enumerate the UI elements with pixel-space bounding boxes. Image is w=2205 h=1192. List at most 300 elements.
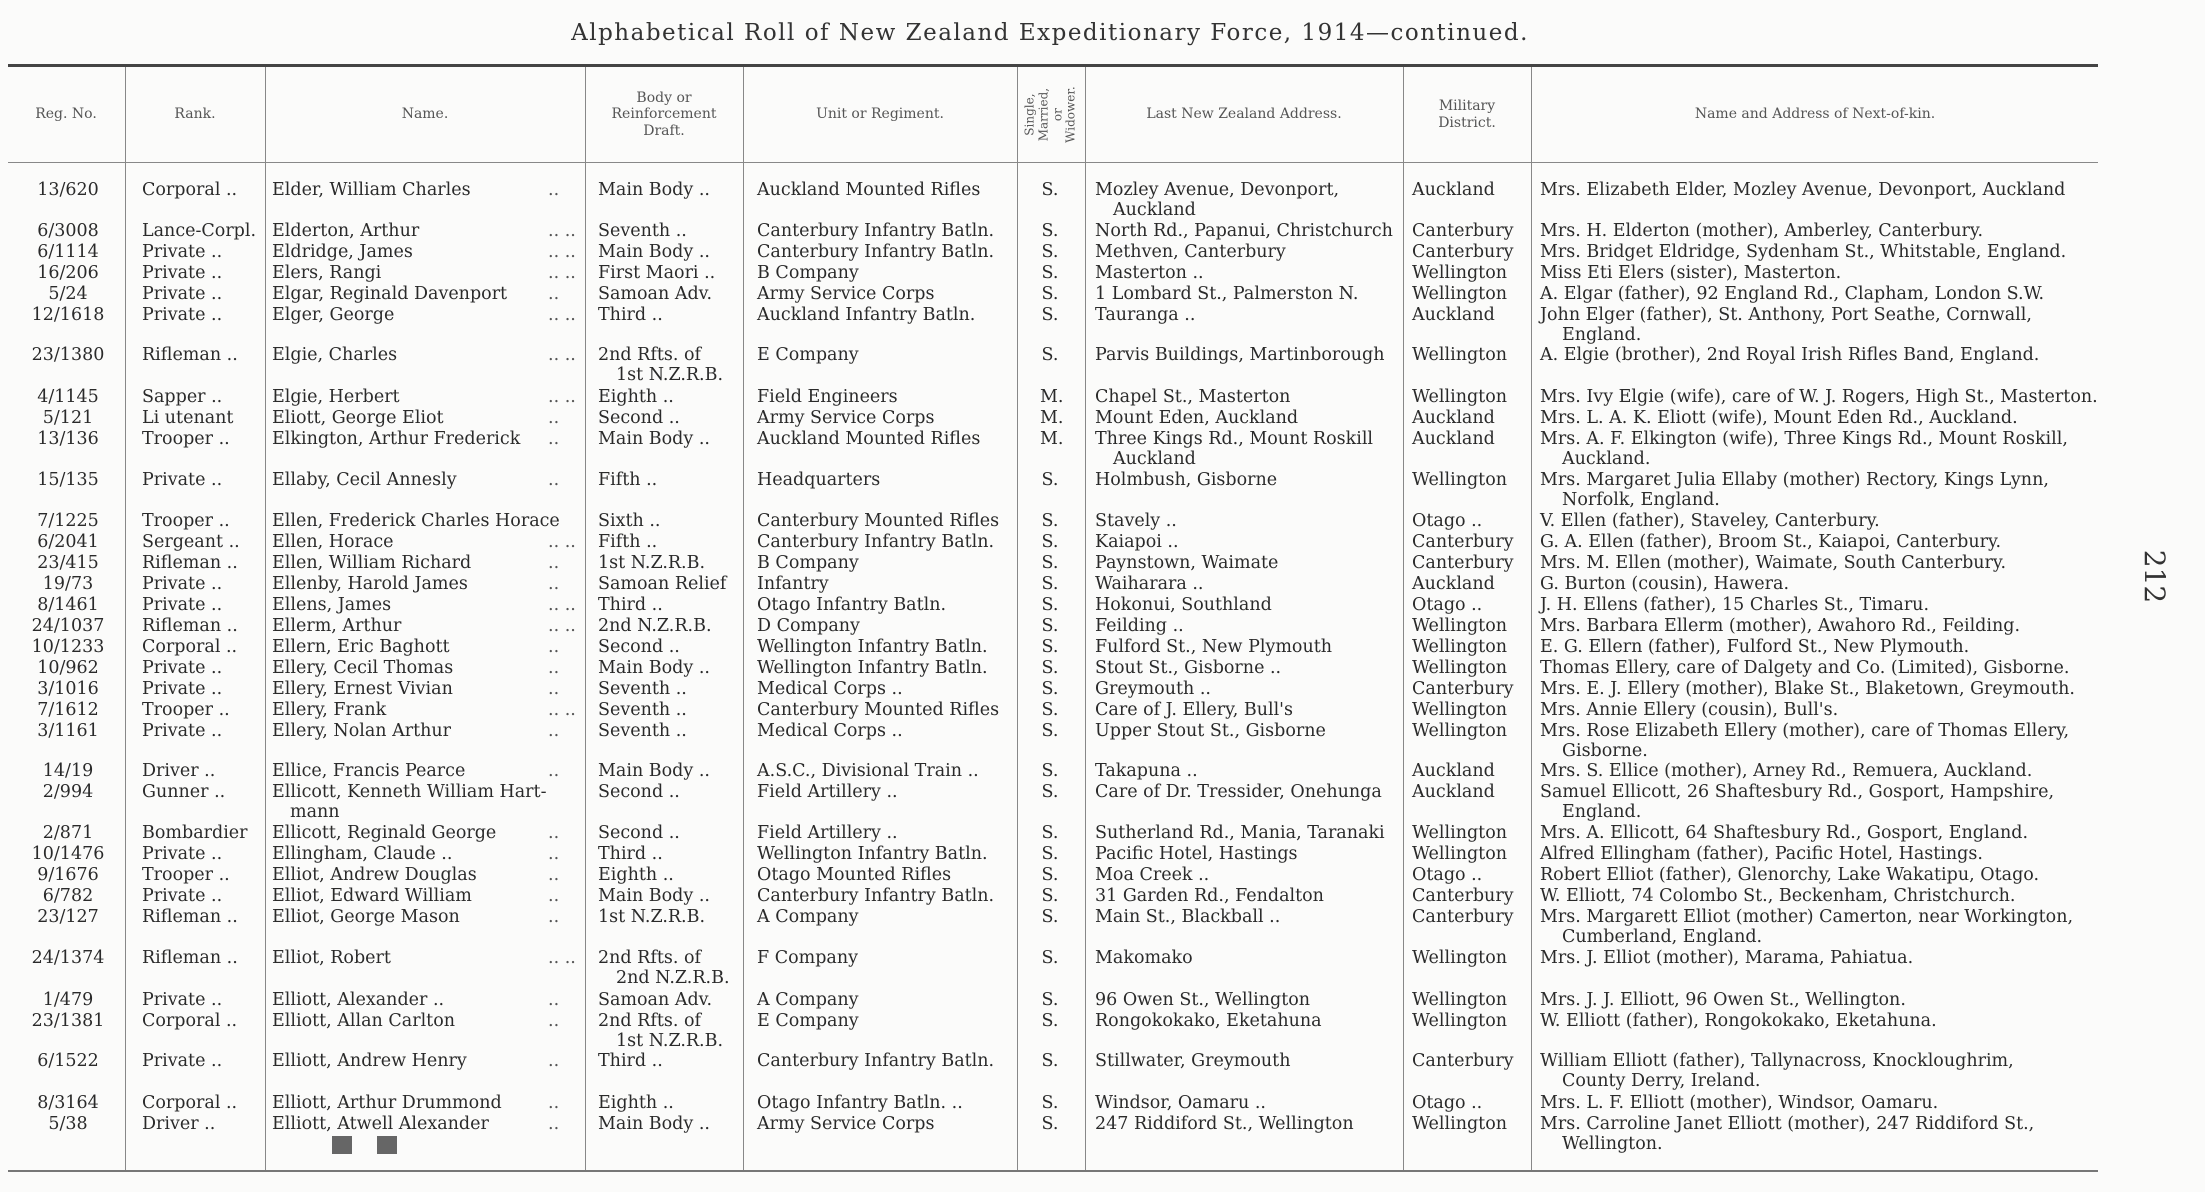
cell-unit: Auckland Mounted Rifles (757, 180, 981, 200)
cell-district: Otago .. (1412, 865, 1483, 885)
leader-dots: .. (548, 1051, 560, 1071)
cell-unit: Medical Corps .. (757, 721, 903, 741)
cell-rank: Rifleman .. (142, 616, 238, 636)
cell-marital-status: S. (1041, 284, 1059, 304)
cell-address: Care of J. Ellery, Bull's (1095, 700, 1293, 720)
cell-reg-no: 6/1114 (37, 242, 99, 262)
cell-address: Methven, Canterbury (1095, 242, 1286, 262)
cell-unit: Auckland Mounted Rifles (757, 429, 981, 449)
cell-next-of-kin: Mrs. J. Elliot (mother), Marama, Pahiatua. (1540, 948, 1914, 968)
cell-body-draft: Second .. (598, 408, 680, 428)
cell-address: Chapel St., Masterton (1095, 387, 1291, 407)
leader-dots: .. .. (548, 263, 576, 283)
leader-dots: .. (548, 907, 560, 927)
cell-body-draft: 1st N.Z.R.B. (598, 907, 706, 927)
cell-next-of-kin: Mrs. E. J. Ellery (mother), Blake St., Blaketown, Greymouth. (1540, 679, 2075, 699)
cell-rank: Private .. (142, 470, 223, 490)
cell-district: Canterbury (1412, 221, 1514, 241)
cell-name: Elliot, Robert (272, 948, 391, 968)
cell-marital-status: S. (1041, 761, 1059, 781)
cell-unit: Field Artillery .. (757, 782, 898, 802)
cell-address: 247 Riddiford St., Wellington (1095, 1114, 1354, 1134)
cell-address: Upper Stout St., Gisborne (1095, 721, 1326, 741)
cell-reg-no: 23/1381 (31, 1011, 105, 1031)
cell-marital-status: S. (1041, 844, 1059, 864)
leader-dots: .. .. (548, 948, 576, 968)
cell-next-of-kin: V. Ellen (father), Staveley, Canterbury. (1540, 511, 1880, 531)
cell-district: Auckland (1412, 429, 1495, 449)
cell-name: Elliot, Andrew Douglas (272, 865, 477, 885)
cell-next-of-kin: Mrs. A. F. Elkington (wife), Three Kings Rd., Mount Roskill, Auckland. (1540, 429, 2068, 469)
cell-body-draft: Fifth .. (598, 532, 658, 552)
cell-next-of-kin: W. Elliott, 74 Colombo St., Beckenham, Christchurch. (1540, 886, 2016, 906)
cell-unit: Field Engineers (757, 387, 898, 407)
cell-unit: Canterbury Infantry Batln. (757, 242, 995, 262)
cell-name: Elger, George (272, 305, 395, 325)
leader-dots: .. .. (548, 305, 576, 325)
cell-body-draft: Third .. (598, 305, 663, 325)
leader-dots: .. (548, 865, 560, 885)
cell-district: Wellington (1412, 823, 1508, 843)
cell-marital-status: S. (1041, 1011, 1059, 1031)
leader-dots: .. (548, 886, 560, 906)
cell-unit: Otago Infantry Batln. .. (757, 1093, 963, 1113)
leader-dots: .. (548, 761, 560, 781)
cell-next-of-kin: Mrs. L. F. Elliott (mother), Windsor, Oamaru. (1540, 1093, 1939, 1113)
cell-address: Stillwater, Greymouth (1095, 1051, 1291, 1071)
cell-name: Elliot, George Mason (272, 907, 460, 927)
cell-address: Paynstown, Waimate (1095, 553, 1279, 573)
cell-marital-status: S. (1041, 263, 1059, 283)
cell-address: Pacific Hotel, Hastings (1095, 844, 1298, 864)
cell-marital-status: M. (1040, 387, 1064, 407)
cell-rank: Private .. (142, 284, 223, 304)
cell-district: Wellington (1412, 263, 1508, 283)
leader-dots: .. (548, 1093, 560, 1113)
cell-reg-no: 13/136 (37, 429, 99, 449)
cell-unit: Medical Corps .. (757, 679, 903, 699)
cell-reg-no: 6/2041 (37, 532, 99, 552)
cell-address: Fulford St., New Plymouth (1095, 637, 1333, 657)
cell-marital-status: S. (1041, 595, 1059, 615)
cell-body-draft: Main Body .. (598, 429, 710, 449)
cell-body-draft: Seventh .. (598, 221, 687, 241)
cell-address: Windsor, Oamaru .. (1095, 1093, 1266, 1113)
cell-body-draft: Main Body .. (598, 242, 710, 262)
leader-dots: .. (548, 1114, 560, 1134)
cell-address: Masterton .. (1095, 263, 1204, 283)
cell-next-of-kin: Mrs. A. Ellicott, 64 Shaftesbury Rd., Gosport, England. (1540, 823, 2029, 843)
cell-unit: Infantry (757, 574, 829, 594)
cell-body-draft: Second .. (598, 782, 680, 802)
cell-address: Hokonui, Southland (1095, 595, 1272, 615)
cell-district: Wellington (1412, 1114, 1508, 1134)
cell-next-of-kin: Miss Eti Elers (sister), Masterton. (1540, 263, 1842, 283)
cell-marital-status: S. (1041, 574, 1059, 594)
cell-rank: Rifleman .. (142, 345, 238, 365)
cell-marital-status: S. (1041, 1114, 1059, 1134)
column-rule (1085, 67, 1086, 1170)
cell-district: Otago .. (1412, 511, 1483, 531)
column-rule (743, 67, 744, 1170)
cell-next-of-kin: Robert Elliot (father), Glenorchy, Lake Wakatipu, Otago. (1540, 865, 2040, 885)
cell-unit: Army Service Corps (757, 1114, 935, 1134)
cell-rank: Private .. (142, 721, 223, 741)
cell-body-draft: Third .. (598, 844, 663, 864)
cell-rank: Sapper .. (142, 387, 223, 407)
cell-unit: Auckland Infantry Batln. (757, 305, 976, 325)
cell-marital-status: S. (1041, 679, 1059, 699)
cell-address: Main St., Blackball .. (1095, 907, 1281, 927)
cell-rank: Corporal .. (142, 180, 238, 200)
cell-marital-status: S. (1041, 948, 1059, 968)
cell-name: Elliott, Andrew Henry (272, 1051, 467, 1071)
cell-next-of-kin: Samuel Ellicott, 26 Shaftesbury Rd., Gosport, Hampshire, England. (1540, 782, 2055, 822)
cell-address: Makomako (1095, 948, 1193, 968)
cell-reg-no: 23/415 (37, 553, 99, 573)
cell-name: Ellaby, Cecil Annesly (272, 470, 457, 490)
cell-unit: Headquarters (757, 470, 881, 490)
cell-body-draft: Main Body .. (598, 180, 710, 200)
cell-body-draft: Main Body .. (598, 1114, 710, 1134)
cell-address: Three Kings Rd., Mount Roskill Auckland (1095, 429, 1374, 469)
cell-district: Wellington (1412, 1011, 1508, 1031)
cell-marital-status: S. (1041, 721, 1059, 741)
cell-marital-status: M. (1040, 429, 1064, 449)
cell-name: Elliott, Arthur Drummond (272, 1093, 502, 1113)
header-next-of-kin: Name and Address of Next-of-kin. (1694, 106, 1936, 123)
cell-name: Elkington, Arthur Frederick (272, 429, 521, 449)
cell-marital-status: S. (1041, 553, 1059, 573)
cell-name: Elder, William Charles (272, 180, 471, 200)
cell-rank: Rifleman .. (142, 553, 238, 573)
leader-dots: .. (548, 180, 560, 200)
header-rank: Rank. (174, 106, 216, 123)
cell-address: Tauranga .. (1095, 305, 1196, 325)
cell-body-draft: Samoan Relief (598, 574, 727, 594)
column-rule (1017, 67, 1018, 1170)
cell-district: Otago .. (1412, 1093, 1483, 1113)
cell-address: Moa Creek .. (1095, 865, 1210, 885)
cell-body-draft: Seventh .. (598, 679, 687, 699)
cell-next-of-kin: E. G. Ellern (father), Fulford St., New Plymouth. (1540, 637, 1970, 657)
cell-reg-no: 4/1145 (37, 387, 99, 407)
cell-reg-no: 10/1476 (31, 844, 105, 864)
header-unit: Unit or Regiment. (816, 106, 944, 123)
cell-reg-no: 1/479 (42, 990, 94, 1010)
leader-dots: .. (548, 990, 560, 1010)
cell-unit: Canterbury Infantry Batln. (757, 532, 995, 552)
cell-name: Elderton, Arthur (272, 221, 420, 241)
cell-next-of-kin: Alfred Ellingham (father), Pacific Hotel, Hastings. (1540, 844, 1983, 864)
cell-marital-status: S. (1041, 1093, 1059, 1113)
cell-marital-status: S. (1041, 990, 1059, 1010)
cell-marital-status: S. (1041, 345, 1059, 365)
cell-rank: Lance-Corpl. (142, 221, 257, 241)
cell-next-of-kin: William Elliott (father), Tallynacross, Knockloughrim, County Derry, Ireland. (1540, 1051, 2014, 1091)
cell-unit: Canterbury Infantry Batln. (757, 886, 995, 906)
column-rule (585, 67, 586, 1170)
cell-address: Kaiapoi .. (1095, 532, 1179, 552)
leader-dots: .. .. (548, 387, 576, 407)
cell-marital-status: S. (1041, 782, 1059, 802)
cell-marital-status: M. (1040, 408, 1064, 428)
cell-marital-status: S. (1041, 305, 1059, 325)
cell-reg-no: 5/121 (42, 408, 94, 428)
cell-next-of-kin: W. Elliott (father), Rongokokako, Eketahuna. (1540, 1011, 1937, 1031)
cell-unit: E Company (757, 345, 859, 365)
leader-dots: .. (548, 284, 560, 304)
leader-dots: .. .. (548, 532, 576, 552)
cell-reg-no: 8/3164 (37, 1093, 99, 1113)
cell-name: Ellery, Nolan Arthur (272, 721, 452, 741)
cell-marital-status: S. (1041, 470, 1059, 490)
leader-dots: .. (548, 844, 560, 864)
cell-name: Ellenby, Harold James (272, 574, 468, 594)
cell-next-of-kin: Mrs. Annie Ellery (cousin), Bull's. (1540, 700, 1839, 720)
cell-name: Ellingham, Claude .. (272, 844, 453, 864)
cell-marital-status: S. (1041, 511, 1059, 531)
cell-district: Canterbury (1412, 532, 1514, 552)
leader-dots: .. .. (548, 221, 576, 241)
cell-district: Wellington (1412, 387, 1508, 407)
cell-address: 31 Garden Rd., Fendalton (1095, 886, 1324, 906)
cell-rank: Trooper .. (142, 511, 230, 531)
cell-name: Elliott, Alexander .. (272, 990, 445, 1010)
cell-reg-no: 5/38 (48, 1114, 88, 1134)
cell-rank: Gunner .. (142, 782, 226, 802)
cell-district: Wellington (1412, 844, 1508, 864)
cell-next-of-kin: A. Elgar (father), 92 England Rd., Clapham, London S.W. (1540, 284, 2045, 304)
cell-marital-status: S. (1041, 658, 1059, 678)
cell-name: Ellen, Horace (272, 532, 394, 552)
leader-dots: .. .. (548, 616, 576, 636)
cell-reg-no: 19/73 (42, 574, 94, 594)
cell-body-draft: 2nd Rfts. of 2nd N.Z.R.B. (598, 948, 730, 988)
cell-next-of-kin: Mrs. J. J. Elliott, 96 Owen St., Wellington. (1540, 990, 1906, 1010)
leader-dots: .. .. (548, 700, 576, 720)
leader-dots: .. (548, 658, 560, 678)
cell-body-draft: 1st N.Z.R.B. (598, 553, 706, 573)
cell-next-of-kin: Mrs. Elizabeth Elder, Mozley Avenue, Devonport, Auckland (1540, 180, 2066, 200)
leader-dots: .. (548, 823, 560, 843)
column-rule (1531, 67, 1532, 1170)
cell-address: 96 Owen St., Wellington (1095, 990, 1311, 1010)
cell-unit: F Company (757, 948, 859, 968)
cell-rank: Private .. (142, 844, 223, 864)
cell-name: Ellery, Ernest Vivian (272, 679, 453, 699)
leader-dots: .. .. (548, 345, 576, 365)
cell-reg-no: 2/994 (42, 782, 94, 802)
leader-dots: .. (548, 470, 560, 490)
cell-address: Holmbush, Gisborne (1095, 470, 1278, 490)
cell-body-draft: Main Body .. (598, 658, 710, 678)
cell-body-draft: Samoan Adv. (598, 284, 713, 304)
header-address: Last New Zealand Address. (1146, 106, 1342, 123)
header-single-married-text: Single, Married, or Widower. (1022, 86, 1078, 143)
cell-unit: Field Artillery .. (757, 823, 898, 843)
cell-unit: B Company (757, 263, 859, 283)
cell-name: Ellens, James (272, 595, 392, 615)
cell-body-draft: Second .. (598, 637, 680, 657)
cell-address: Sutherland Rd., Mania, Taranaki (1095, 823, 1385, 843)
header-rule (8, 162, 2098, 163)
cell-next-of-kin: Mrs. Bridget Eldridge, Sydenham St., Whitstable, England. (1540, 242, 2067, 262)
cell-rank: Driver .. (142, 1114, 216, 1134)
cell-reg-no: 14/19 (42, 761, 94, 781)
cell-reg-no: 23/127 (37, 907, 99, 927)
cell-district: Canterbury (1412, 679, 1514, 699)
cell-reg-no: 6/782 (42, 886, 94, 906)
cell-name: Eldridge, James (272, 242, 413, 262)
cell-district: Wellington (1412, 658, 1508, 678)
cell-district: Canterbury (1412, 242, 1514, 262)
cell-unit: Otago Mounted Rifles (757, 865, 952, 885)
cell-rank: Private .. (142, 886, 223, 906)
cell-next-of-kin: Mrs. Carroline Janet Elliott (mother), 247 Riddiford St., Wellington. (1540, 1114, 2035, 1154)
cell-reg-no: 3/1016 (37, 679, 99, 699)
cell-district: Wellington (1412, 284, 1508, 304)
cell-unit: Canterbury Infantry Batln. (757, 221, 995, 241)
cell-reg-no: 7/1612 (37, 700, 99, 720)
cell-reg-no: 10/962 (37, 658, 99, 678)
cell-marital-status: S. (1041, 865, 1059, 885)
cell-district: Wellington (1412, 616, 1508, 636)
cell-marital-status: S. (1041, 700, 1059, 720)
cell-name: Eliott, George Eliot (272, 408, 444, 428)
cell-unit: Canterbury Infantry Batln. (757, 1051, 995, 1071)
cell-rank: Trooper .. (142, 429, 230, 449)
cell-address: Mozley Avenue, Devonport, Auckland (1095, 180, 1340, 220)
cell-next-of-kin: Mrs. M. Ellen (mother), Waimate, South Canterbury. (1540, 553, 2007, 573)
cell-body-draft: Eighth .. (598, 1093, 674, 1113)
cell-reg-no: 15/135 (37, 470, 99, 490)
leader-dots: .. (548, 637, 560, 657)
cell-name: Ellery, Frank (272, 700, 387, 720)
cell-name: Ellery, Cecil Thomas (272, 658, 454, 678)
cell-reg-no: 9/1676 (37, 865, 99, 885)
cell-marital-status: S. (1041, 886, 1059, 906)
cell-name: Ellen, William Richard (272, 553, 472, 573)
cell-name: Elers, Rangi (272, 263, 382, 283)
cell-district: Auckland (1412, 180, 1495, 200)
cell-name: Elliot, Edward William (272, 886, 472, 906)
cell-body-draft: Main Body .. (598, 761, 710, 781)
leader-dots: .. (548, 679, 560, 699)
leader-dots: .. .. (548, 242, 576, 262)
cell-unit: Canterbury Mounted Rifles (757, 700, 1000, 720)
cell-name: Elliott, Atwell Alexander (272, 1114, 489, 1134)
cell-unit: A Company (757, 990, 859, 1010)
cell-address: Feilding .. (1095, 616, 1184, 636)
cell-reg-no: 6/3008 (37, 221, 99, 241)
leader-dots: .. .. (548, 595, 576, 615)
cell-marital-status: S. (1041, 180, 1059, 200)
cell-rank: Private .. (142, 595, 223, 615)
cell-rank: Trooper .. (142, 700, 230, 720)
cell-address: Stout St., Gisborne .. (1095, 658, 1282, 678)
cell-name: Ellice, Francis Pearce (272, 761, 466, 781)
cell-body-draft: Seventh .. (598, 700, 687, 720)
cell-rank: Private .. (142, 242, 223, 262)
leader-dots: .. (548, 429, 560, 449)
cell-body-draft: Third .. (598, 595, 663, 615)
column-rule (265, 67, 266, 1170)
cell-district: Auckland (1412, 305, 1495, 325)
cell-body-draft: Samoan Adv. (598, 990, 713, 1010)
cell-next-of-kin: Thomas Ellery, care of Dalgety and Co. (Limited), Gisborne. (1540, 658, 2070, 678)
cell-district: Auckland (1412, 782, 1495, 802)
cell-district: Canterbury (1412, 907, 1514, 927)
leader-dots: .. (548, 553, 560, 573)
bottom-rule (8, 1170, 2098, 1172)
cell-next-of-kin: Mrs. Rose Elizabeth Ellery (mother), care of Thomas Ellery, Gisborne. (1540, 721, 2070, 761)
page-title: Alphabetical Roll of New Zealand Expeditionary Force, 1914—continued. (571, 20, 1529, 46)
cell-name: Elgar, Reginald Davenport (272, 284, 508, 304)
header-body-draft: Body or Reinforcement Draft. (611, 90, 717, 139)
cell-reg-no: 10/1233 (31, 637, 105, 657)
cell-reg-no: 5/24 (48, 284, 88, 304)
cell-district: Wellington (1412, 721, 1508, 741)
cell-next-of-kin: Mrs. L. A. K. Eliott (wife), Mount Eden Rd., Auckland. (1540, 408, 2018, 428)
cell-rank: Rifleman .. (142, 907, 238, 927)
cell-next-of-kin: Mrs. Margarett Elliot (mother) Camerton, near Workington, Cumberland, England. (1540, 907, 2074, 947)
cell-address: North Rd., Papanui, Christchurch (1095, 221, 1393, 241)
cell-reg-no: 24/1374 (31, 948, 105, 968)
ink-smudge (332, 1136, 352, 1154)
cell-body-draft: Second .. (598, 823, 680, 843)
cell-next-of-kin: Mrs. S. Ellice (mother), Arney Rd., Remuera, Auckland. (1540, 761, 2033, 781)
cell-address: Rongokokako, Eketahuna (1095, 1011, 1322, 1031)
cell-next-of-kin: Mrs. H. Elderton (mother), Amberley, Canterbury. (1540, 221, 1984, 241)
cell-district: Canterbury (1412, 1051, 1514, 1071)
cell-address: Mount Eden, Auckland (1095, 408, 1299, 428)
cell-name: Ellerm, Arthur (272, 616, 402, 636)
cell-address: Stavely .. (1095, 511, 1177, 531)
header-reg-no: Reg. No. (35, 106, 97, 123)
leader-dots: .. (548, 408, 560, 428)
cell-body-draft: Third .. (598, 1051, 663, 1071)
cell-unit: Army Service Corps (757, 408, 935, 428)
cell-unit: Army Service Corps (757, 284, 935, 304)
page-number: 212 (2138, 549, 2172, 604)
leader-dots: .. (548, 574, 560, 594)
cell-address: Parvis Buildings, Martinborough (1095, 345, 1385, 365)
cell-address: Greymouth .. (1095, 679, 1211, 699)
cell-body-draft: Main Body .. (598, 886, 710, 906)
cell-rank: Rifleman .. (142, 948, 238, 968)
cell-body-draft: Eighth .. (598, 387, 674, 407)
cell-rank: Sergeant .. (142, 532, 240, 552)
cell-marital-status: S. (1041, 637, 1059, 657)
cell-marital-status: S. (1041, 907, 1059, 927)
cell-unit: Otago Infantry Batln. (757, 595, 947, 615)
cell-next-of-kin: Mrs. Ivy Elgie (wife), care of W. J. Rogers, High St., Masterton. (1540, 387, 2098, 407)
cell-next-of-kin: J. H. Ellens (father), 15 Charles St., Timaru. (1540, 595, 1930, 615)
cell-body-draft: 2nd Rfts. of 1st N.Z.R.B. (598, 1011, 724, 1051)
column-rule (1403, 67, 1404, 1170)
cell-reg-no: 16/206 (37, 263, 99, 283)
cell-body-draft: Sixth .. (598, 511, 661, 531)
cell-district: Wellington (1412, 990, 1508, 1010)
cell-reg-no: 3/1161 (37, 721, 99, 741)
cell-name: Elgie, Charles (272, 345, 398, 365)
cell-reg-no: 23/1380 (31, 345, 105, 365)
cell-unit: Wellington Infantry Batln. (757, 658, 988, 678)
cell-reg-no: 2/871 (42, 823, 94, 843)
cell-next-of-kin: G. Burton (cousin), Hawera. (1540, 574, 1790, 594)
cell-address: Waiharara .. (1095, 574, 1204, 594)
